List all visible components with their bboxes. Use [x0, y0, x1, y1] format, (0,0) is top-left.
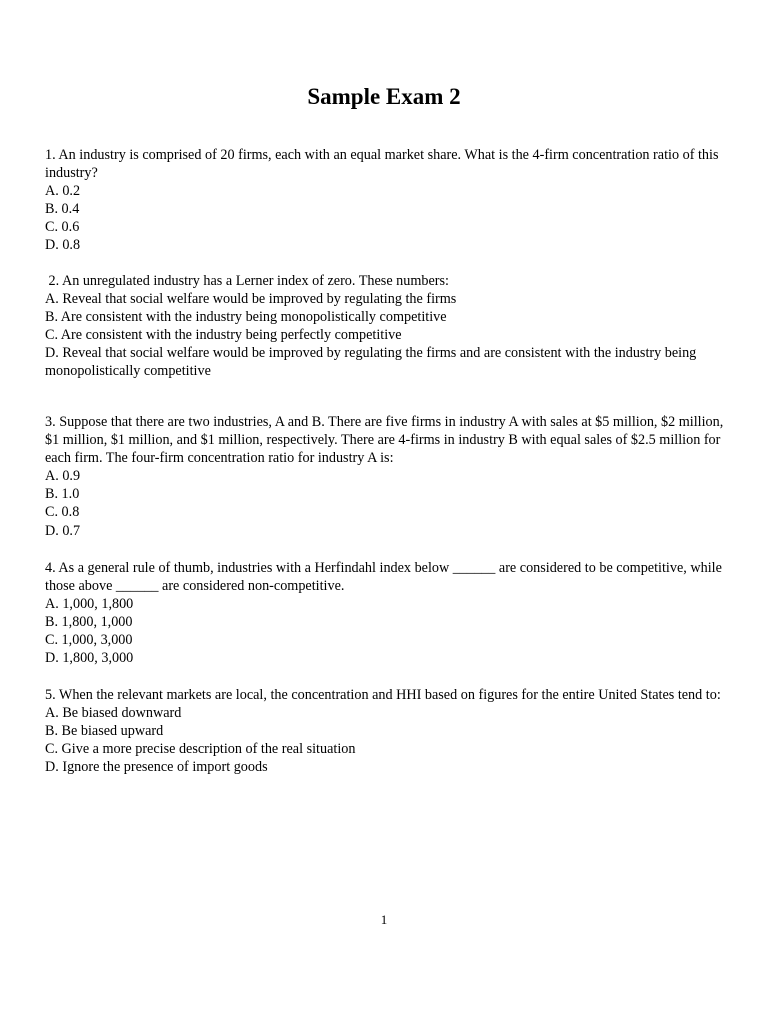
page-title: Sample Exam 2	[307, 84, 461, 109]
answer-option: C. 0.6	[45, 219, 80, 236]
page-number: 1	[380, 912, 388, 927]
answer-option: D. 0.8	[45, 237, 81, 254]
answer-option: B. Are consistent with the industry being monopolistically competitive	[45, 309, 447, 326]
answer-option: D. 1,800, 3,000	[45, 650, 134, 667]
question-5	[45, 686, 725, 776]
answer-option: A. 0.2	[45, 183, 81, 200]
question-stem: 5. When the relevant markets are local, the concentration and HHI based on figures for the entire United States tend to:	[45, 687, 721, 703]
answer-option: A. Reveal that social welfare would be improved by regulating the firms	[45, 291, 457, 308]
question-stem: 1. An industry is comprised of 20 firms, each with an equal market share. What is the 4-firm concentration ratio of this industry?	[45, 147, 719, 182]
answer-option: B. Be biased upward	[45, 723, 164, 740]
answer-option: A. Be biased downward	[45, 705, 182, 722]
answer-option: A. 0.9	[45, 468, 81, 485]
answer-option: C. Give a more precise description of the real situation	[45, 741, 356, 758]
answer-option: A. 1,000, 1,800	[45, 596, 134, 613]
question-stem: 2. An unregulated industry has a Lerner index of zero. These numbers:	[45, 273, 449, 289]
question-1	[45, 146, 725, 255]
answer-option: D. 0.7	[45, 522, 81, 539]
question-stem: 3. Suppose that there are two industries, A and B. There are five firms in industry A with sales at $5 million, $2 million, $1 million, $1 million, and $1 million, respectively. There are 4-firms in industry B with equal sales of $2.5 million for each firm. The four-firm concentration ratio for industry A is:	[45, 414, 724, 467]
question-4	[45, 559, 725, 668]
answer-option: D. Reveal that social welfare would be improved by regulating the firms and are consistent with the industry being monopolistically competitive	[45, 345, 697, 380]
question-stem: 4. As a general rule of thumb, industries with a Herfindahl index below ______ are considered to be competitive, while those above ______ are considered non-competitive.	[45, 560, 722, 595]
question-3	[45, 413, 725, 540]
answer-option: B. 0.4	[45, 201, 80, 218]
answer-option: C. 1,000, 3,000	[45, 632, 133, 649]
answer-option: B. 1.0	[45, 486, 80, 503]
answer-option: D. Ignore the presence of import goods	[45, 759, 268, 776]
answer-option: C. Are consistent with the industry being perfectly competitive	[45, 327, 402, 344]
answer-option: C. 0.8	[45, 504, 80, 521]
answer-option: B. 1,800, 1,000	[45, 614, 133, 631]
question-2	[45, 272, 725, 381]
